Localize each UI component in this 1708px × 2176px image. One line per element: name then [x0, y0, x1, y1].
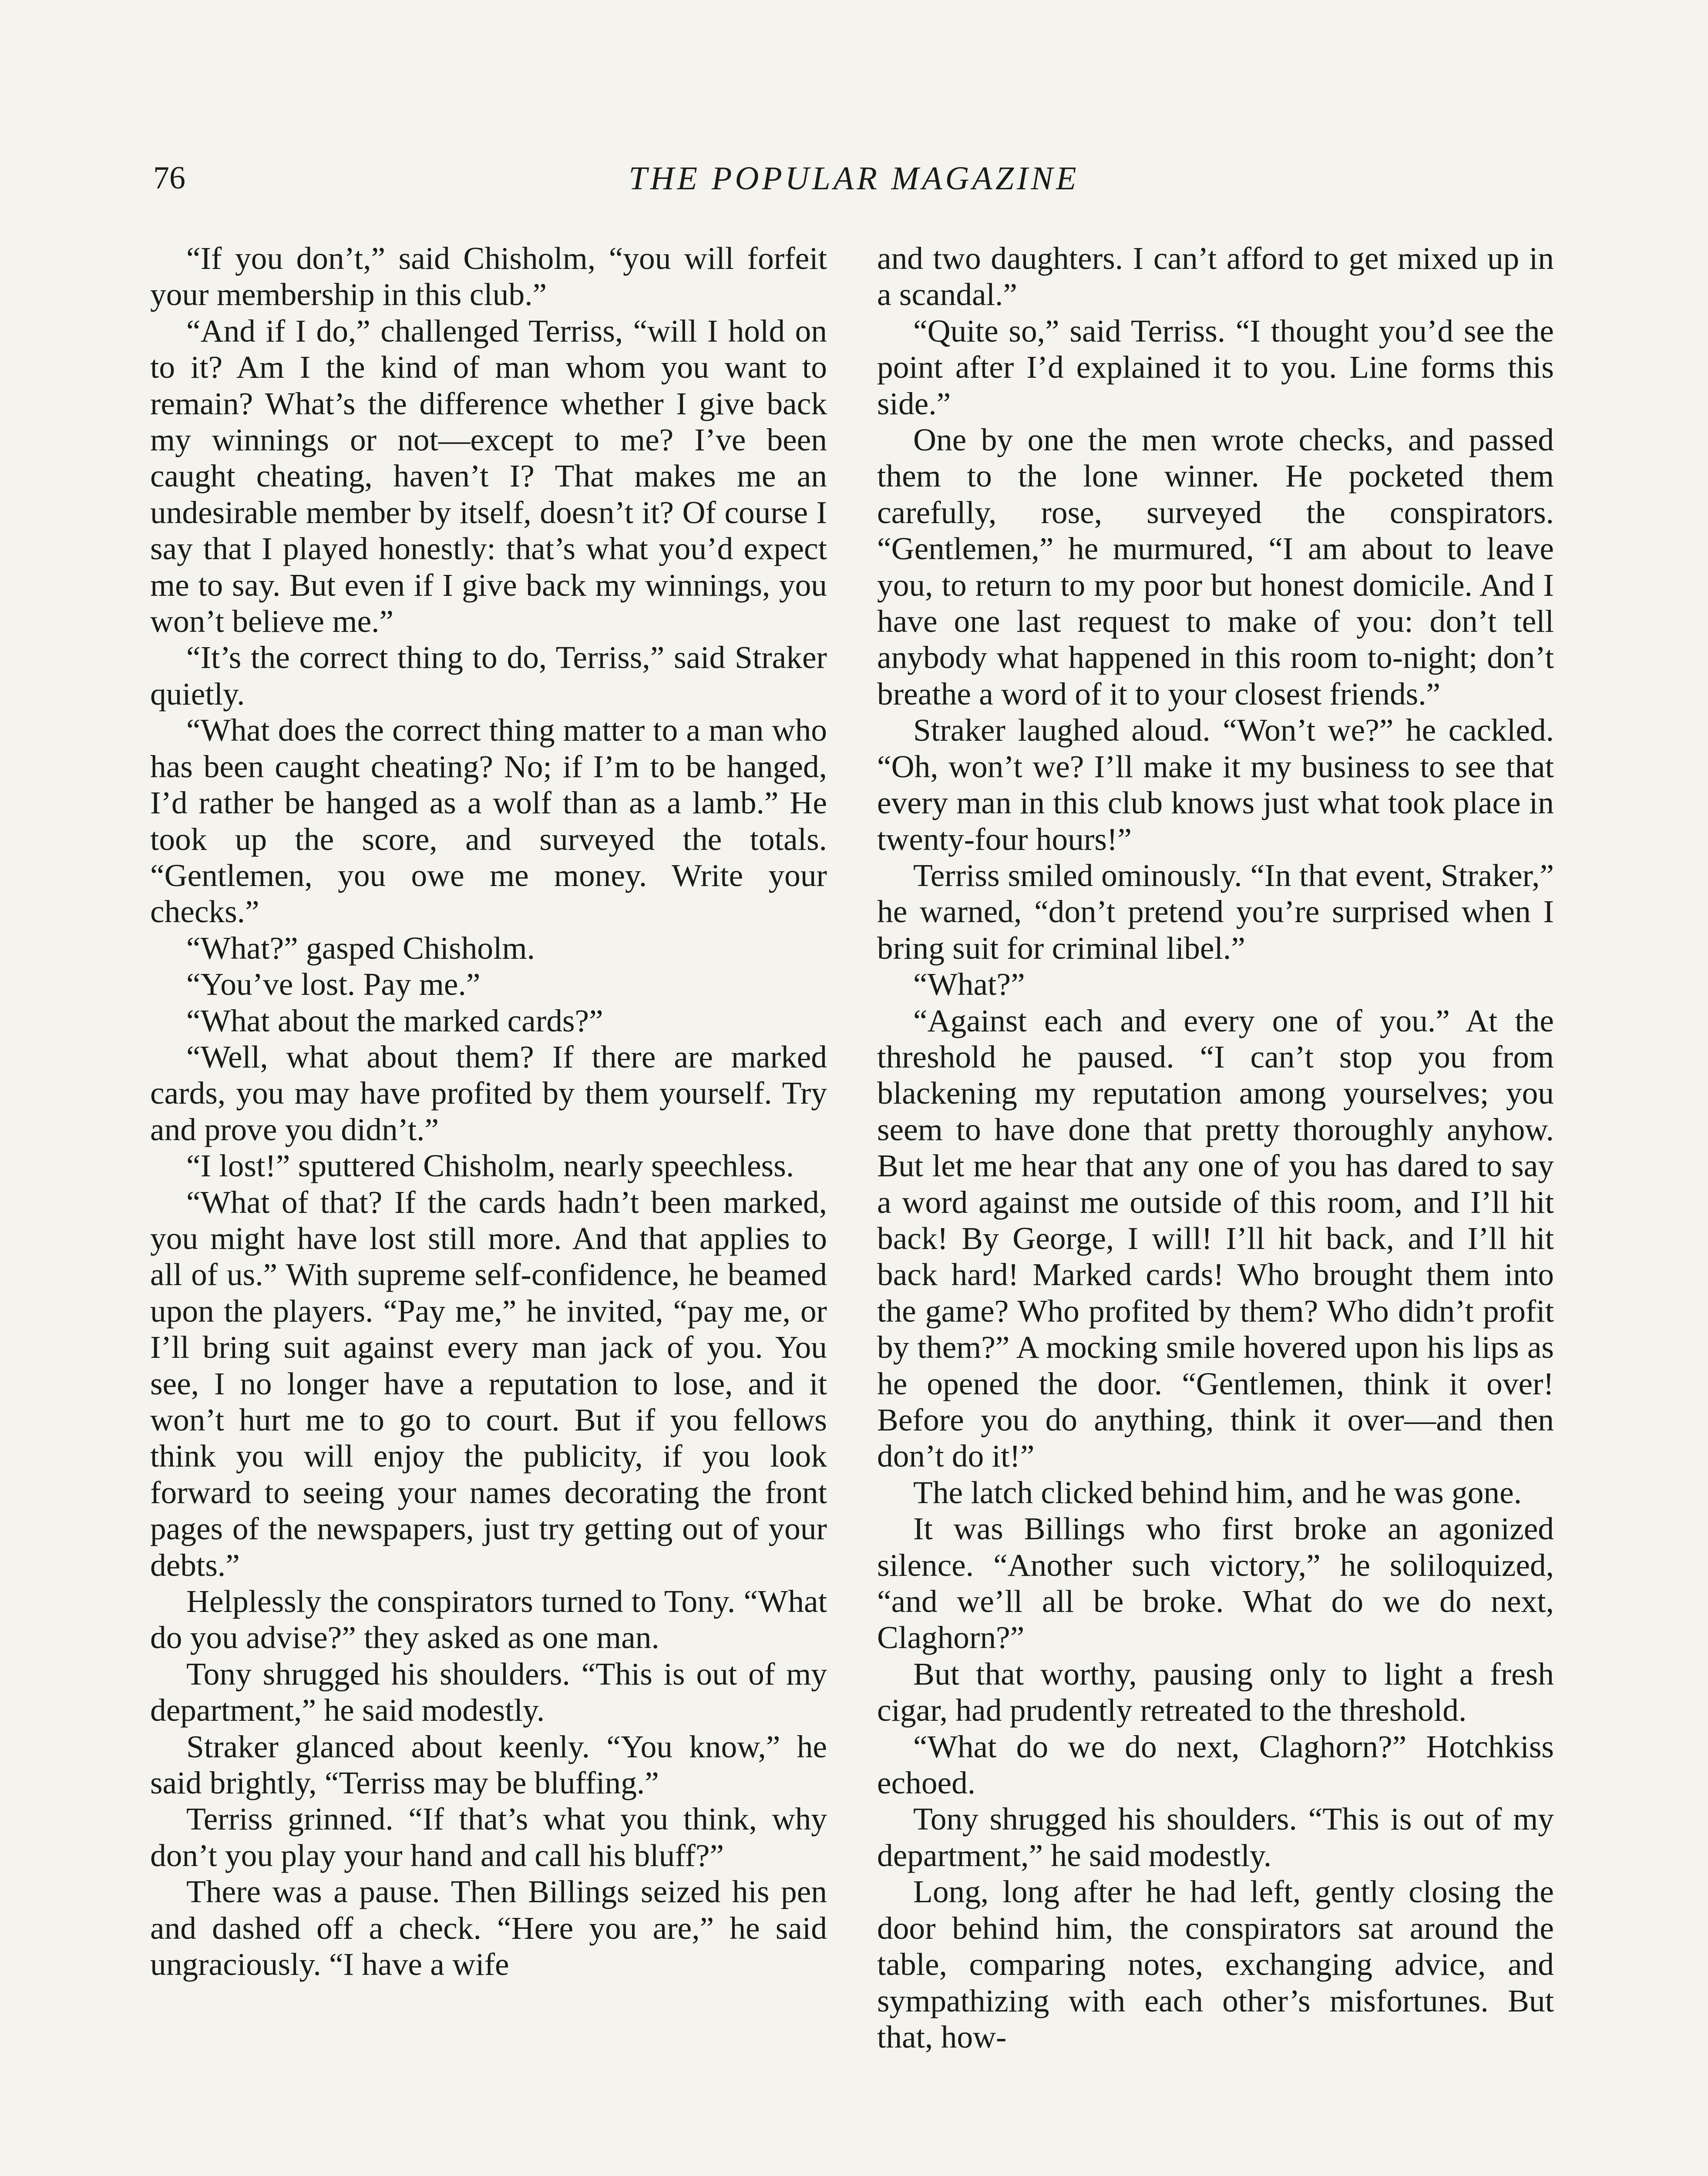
paragraph: “It’s the correct thing to do, Terriss,” said Straker quietly. — [150, 640, 827, 712]
page-number: 76 — [153, 160, 185, 196]
paragraph: Long, long after he had left, gently closing the door behind him, the conspirators sat around the table, comparing notes, exchanging advice, and sympathizing with each other’s misfortunes. But that, how- — [877, 1874, 1554, 2055]
left-text-column — [150, 240, 827, 2176]
paragraph: Helplessly the conspirators turned to Tony. “What do you advise?” they asked as one man. — [150, 1584, 827, 1656]
paragraph: There was a pause. Then Billings seized his pen and dashed off a check. “Here you are,” he said ungraciously. “I have a wife — [150, 1874, 827, 1982]
paragraph: Terriss smiled ominously. “In that event, Straker,” he warned, “don’t pretend you’re surprised when I bring suit for criminal libel.” — [877, 857, 1554, 966]
running-title: THE POPULAR MAGAZINE — [629, 160, 1079, 197]
paragraph: It was Billings who first broke an agonized silence. “Another such victory,” he soliloquized, “and we’ll all be broke. What do we do next, Claghorn?” — [877, 1511, 1554, 1656]
paragraph: Straker glanced about keenly. “You know,” he said brightly, “Terriss may be bluffing.” — [150, 1729, 827, 1801]
paragraph: and two daughters. I can’t afford to get mixed up in a scandal.” — [877, 241, 1554, 312]
right-text-column — [877, 240, 1554, 2176]
paragraph: “What?” — [913, 967, 1025, 1002]
paragraph: “Against each and every one of you.” At the threshold he paused. “I can’t stop you from blackening my reputation among yourselves; you seem to have done that pretty thoroughly anyhow. But let me hear that any one of you has dared to say a word against me outside of this room, and I’ll hit back! By George, I will! I’ll hit back, and I’ll hit back hard! Marked cards! Who brought them into the game? Who profited by them? Who didn’t profit by them?” A mocking smile hovered upon his lips as he opened the door. “Gentlemen, think it over! Before you do anything, think it over—and then don’t do it!” — [877, 1003, 1554, 1474]
paragraph: Tony shrugged his shoulders. “This is out of my department,” he said modestly. — [150, 1656, 827, 1728]
paragraph: “What about the marked cards?” — [186, 1003, 603, 1038]
paragraph: “Well, what about them? If there are marked cards, you may have profited by them yourself. Try and prove you didn’t.” — [150, 1039, 827, 1147]
paragraph: But that worthy, pausing only to light a fresh cigar, had prudently retreated to the threshold. — [877, 1656, 1554, 1728]
paragraph: Straker laughed aloud. “Won’t we?” he cackled. “Oh, won’t we? I’ll make it my business to see that every man in this club knows just what took place in twenty-four hours!” — [877, 712, 1554, 857]
paragraph: Terriss grinned. “If that’s what you think, why don’t you play your hand and call his bluff?” — [150, 1801, 827, 1873]
paragraph: One by one the men wrote checks, and passed them to the lone winner. He pocketed them carefully, rose, surveyed the conspirators. “Gentlemen,” he murmured, “I am about to leave you, to return to my poor but honest domicile. And I have one last request to make of you: don’t tell anybody what happened in this room to-night; don’t breathe a word of it to your closest friends.” — [877, 422, 1554, 712]
paragraph: “If you don’t,” said Chisholm, “you will forfeit your membership in this club.” — [150, 241, 827, 312]
paragraph: “I lost!” sputtered Chisholm, nearly speechless. — [186, 1148, 794, 1184]
paragraph: “Quite so,” said Terriss. “I thought you’d see the point after I’d explained it to you. Line forms this side.” — [877, 313, 1554, 421]
paragraph: “What does the correct thing matter to a man who has been caught cheating? No; if I’m to be hanged, I’d rather be hanged as a wolf than as a lamb.” He took up the score, and surveyed the totals. “Gentlemen, you owe me money. Write your checks.” — [150, 712, 827, 930]
paragraph: The latch clicked behind him, and he was gone. — [913, 1474, 1522, 1510]
paragraph: Tony shrugged his shoulders. “This is out of my department,” he said modestly. — [877, 1801, 1554, 1873]
paragraph: “What?” gasped Chisholm. — [186, 930, 535, 966]
paragraph: “And if I do,” challenged Terriss, “will I hold on to it? Am I the kind of man whom you want to remain? What’s the difference whether I give back my winnings or not—except to me? I’ve been caught cheating, haven’t I? That makes me an undesirable member by itself, doesn’t it? Of course I say that I played honestly: that’s what you’d expect me to say. But even if I give back my winnings, you won’t believe me.” — [150, 313, 827, 639]
paragraph: “What do we do next, Claghorn?” Hotchkiss echoed. — [877, 1729, 1554, 1801]
paragraph: “You’ve lost. Pay me.” — [186, 967, 481, 1002]
paragraph: “What of that? If the cards hadn’t been marked, you might have lost still more. And that applies to all of us.” With supreme self-confidence, he beamed upon the players. “Pay me,” he invited, “pay me, or I’ll bring suit against every man jack of you. You see, I no longer have a reputation to lose, and it won’t hurt me to go to court. But if you fellows think you will enjoy the publicity, if you look forward to seeing your names decorating the front pages of the newspapers, just try getting out of your debts.” — [150, 1184, 827, 1583]
